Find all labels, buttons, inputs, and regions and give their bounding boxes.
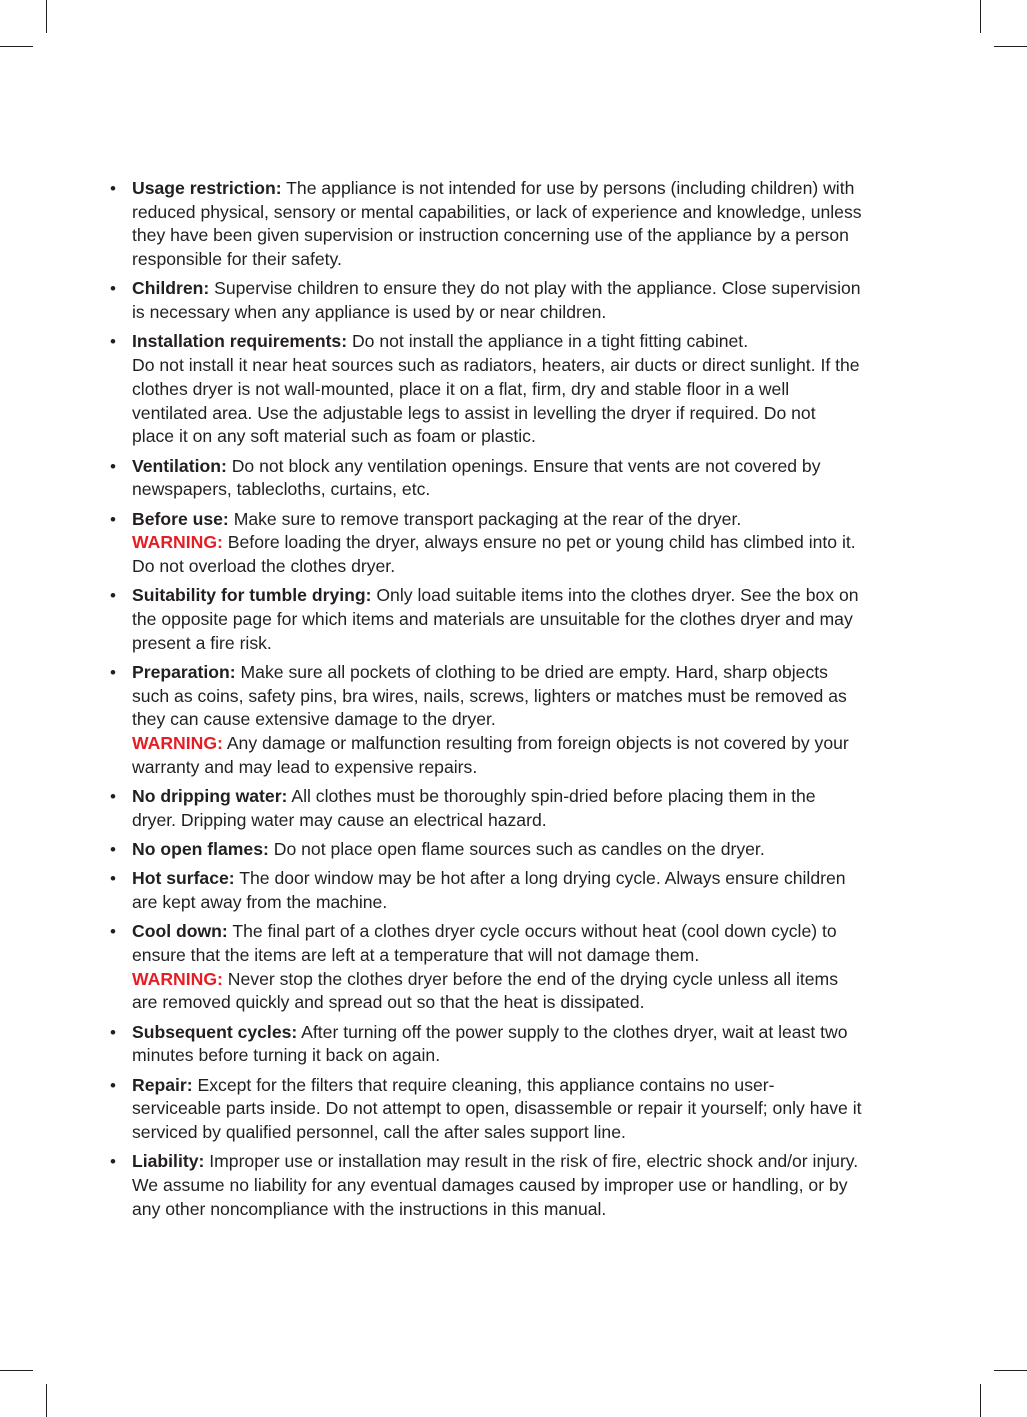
item-text: Do not block any ventilation openings. Ensure that vents are not covered by newspapers, tablecloths, curtains, etc. — [132, 455, 821, 500]
bullet-icon: • — [110, 869, 116, 889]
crop-mark-bottom-left-vertical — [46, 1384, 47, 1417]
list-item-usage-restriction — [110, 177, 862, 272]
list-item-ventilation — [110, 455, 862, 502]
item-term: Ventilation: — [132, 455, 227, 476]
bullet-icon: • — [110, 662, 116, 682]
crop-mark-bottom-right-horizontal — [994, 1370, 1027, 1371]
list-item-cool-down — [110, 920, 862, 1015]
list-item-no-open-flames — [110, 838, 862, 862]
item-term: Children: — [132, 278, 210, 299]
bullet-icon: • — [110, 1152, 116, 1172]
item-term: Installation requirements: — [132, 331, 348, 352]
bullet-icon: • — [110, 509, 116, 529]
warning-block — [132, 531, 862, 578]
list-item-suitability-for-tumble-drying — [110, 584, 862, 655]
crop-mark-top-right-vertical — [980, 0, 981, 33]
item-text: Make sure all pockets of clothing to be dried are empty. Hard, sharp objects such as coins, safety pins, bra wires, nails, screws, lighters or matches must be removed as they can cause extensive damage to the dryer. — [132, 661, 847, 730]
item-text: Do not place open flame sources such as candles on the dryer. — [273, 839, 765, 860]
warning-block — [132, 968, 862, 1015]
item-text: Do not install the appliance in a tight fitting cabinet. — [351, 331, 749, 352]
list-item-repair — [110, 1074, 862, 1145]
crop-mark-top-right-horizontal — [994, 46, 1027, 47]
bullet-icon: • — [110, 456, 116, 476]
bullet-icon: • — [110, 922, 116, 942]
list-item-no-dripping-water — [110, 785, 862, 832]
item-text: Supervise children to ensure they do not play with the appliance. Close supervision is necessary when any appliance is used by or near children. — [132, 278, 861, 323]
bullet-icon: • — [110, 332, 116, 352]
warning-label: WARNING: — [132, 733, 223, 754]
list-item-before-use — [110, 508, 862, 579]
item-term: Hot surface: — [132, 868, 235, 889]
item-text: Except for the filters that require cleaning, this appliance contains no user-serviceable parts inside. Do not attempt to open, disassemble or repair it yourself; only have it serviced by qualified personnel, call the after sales support line. — [132, 1074, 862, 1143]
item-term: Usage restriction: — [132, 178, 282, 198]
bullet-icon: • — [110, 586, 116, 606]
warning-text: Before loading the dryer, always ensure no pet or young child has climbed into it. Do not overload the clothes dryer. — [132, 532, 856, 576]
item-term: Preparation: — [132, 661, 236, 682]
warning-block — [132, 732, 862, 779]
item-term: Suitability for tumble drying: — [132, 585, 372, 606]
item-term: Before use: — [132, 508, 229, 529]
list-item-subsequent-cycles — [110, 1021, 862, 1068]
bullet-icon: • — [110, 1075, 116, 1095]
list-item-liability — [110, 1150, 862, 1221]
crop-mark-top-left-horizontal — [0, 46, 33, 47]
list-item-children — [110, 277, 862, 324]
item-text: The door window may be hot after a long drying cycle. Always ensure children are kept away from the machine. — [132, 868, 846, 913]
item-term: Liability: — [132, 1151, 205, 1172]
item-term: No open flames: — [132, 839, 269, 860]
item-first-line — [132, 920, 862, 967]
item-term: No dripping water: — [132, 786, 288, 807]
bullet-icon: • — [110, 787, 116, 807]
warning-label: WARNING: — [132, 532, 223, 553]
bullet-icon: • — [110, 279, 116, 299]
safety-list — [110, 177, 862, 1222]
crop-mark-bottom-left-horizontal — [0, 1370, 33, 1371]
list-item-installation-requirements — [110, 330, 862, 449]
item-text: After turning off the power supply to the clothes dryer, wait at least two minutes before turning it back on again. — [132, 1021, 848, 1066]
safety-instructions — [110, 177, 862, 1227]
warning-text: Any damage or malfunction resulting from foreign objects is not covered by your warranty and may lead to expensive repairs. — [132, 733, 849, 777]
item-term: Subsequent cycles: — [132, 1021, 298, 1042]
item-text: Only load suitable items into the clothes dryer. See the box on the opposite page for which items and materials are unsuitable for the clothes dryer and may present a fire risk. — [132, 585, 859, 653]
bullet-icon: • — [110, 840, 116, 860]
item-text: The appliance is not intended for use by persons (including children) with reduced physical, sensory or mental capabilities, or lack of experience and knowledge, unless they have been given supervision or instruction concerning use of the appliance by a person responsible for their safety. — [132, 178, 862, 270]
item-text: Improper use or installation may result in the risk of fire, electric shock and/or injury. We assume no liability for any eventual damages caused by improper use or handling, or by any other noncompliance with the instructions in this manual. — [132, 1151, 859, 1219]
item-text-continued: Do not install it near heat sources such as radiators, heaters, air ducts or direct sunlight. If the clothes dryer is not wall-mounted, place it on a flat, firm, dry and stable floor in a well ventilated area. Use the adjustable legs to assist in levelling the dryer if required. Do not place it on any soft material such as foam or plastic. — [132, 355, 860, 447]
crop-mark-bottom-right-vertical — [980, 1384, 981, 1417]
bullet-icon: • — [110, 1022, 116, 1042]
warning-text: Never stop the clothes dryer before the end of the drying cycle unless all items are removed quickly and spread out so that the heat is dissipated. — [132, 968, 839, 1013]
item-first-line — [132, 330, 862, 354]
crop-mark-top-left-vertical — [46, 0, 47, 33]
item-first-line — [132, 508, 862, 532]
item-term: Repair: — [132, 1074, 193, 1095]
item-text: The final part of a clothes dryer cycle occurs without heat (cool down cycle) to ensure that the items are left at a temperature that will not damage them. — [132, 921, 837, 966]
list-item-preparation — [110, 661, 862, 780]
item-text: All clothes must be thoroughly spin-dried before placing them in the dryer. Dripping water may cause an electrical hazard. — [132, 786, 816, 830]
warning-label: WARNING: — [132, 968, 223, 989]
item-text: Make sure to remove transport packaging at the rear of the dryer. — [233, 508, 742, 529]
list-item-hot-surface — [110, 867, 862, 914]
item-first-line — [132, 661, 862, 732]
item-term: Cool down: — [132, 921, 228, 942]
bullet-icon: • — [110, 179, 116, 198]
